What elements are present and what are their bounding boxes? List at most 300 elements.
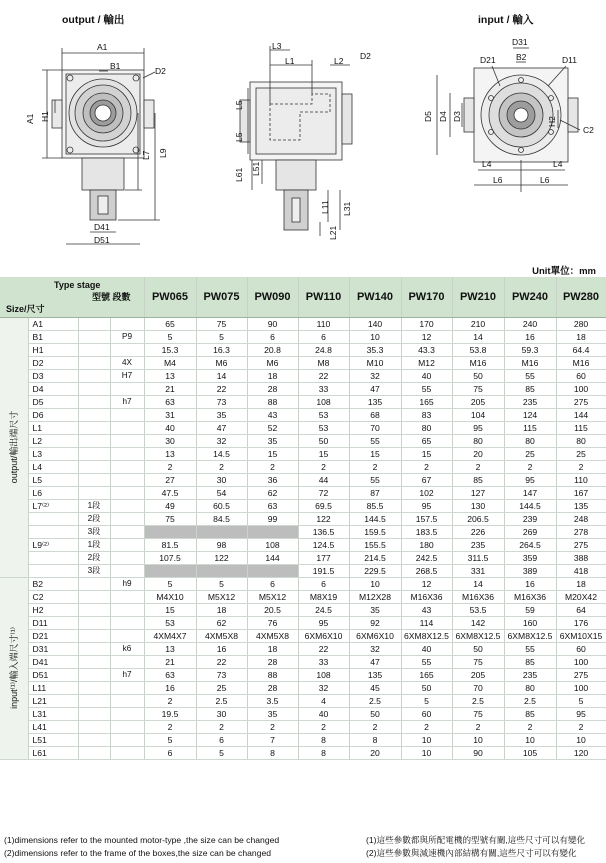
table-cell: 157.5 [401,512,452,525]
table-cell: 95 [556,707,606,720]
table-cell: 100 [556,681,606,694]
table-cell: 100 [556,655,606,668]
table-cell: 2 [196,460,247,473]
size-label: Size/尺寸 [6,304,45,314]
row-stage [78,668,110,681]
table-cell: 62 [196,616,247,629]
row-tolerance [110,434,144,447]
table-cell: 50 [452,642,504,655]
table-row [0,525,606,538]
row-stage: 2段 [78,551,110,564]
table-cell: 30 [196,707,247,720]
table-cell: 55 [504,369,556,382]
table-row [0,681,606,694]
table-cell: 2 [556,460,606,473]
table-row [0,733,606,746]
table-cell [144,525,196,538]
table-cell: 142 [452,616,504,629]
table-cell: M12X28 [349,590,401,603]
row-stage [78,733,110,746]
table-cell: 30 [144,434,196,447]
row-label: D4 [28,382,78,395]
table-cell: 47 [196,421,247,434]
row-stage [78,577,110,590]
table-cell: 165 [401,668,452,681]
table-row [0,447,606,460]
table-cell: M8X19 [298,590,349,603]
row-tolerance [110,447,144,460]
table-row [0,421,606,434]
table-cell: 16.3 [196,343,247,356]
table-cell: M5X12 [247,590,298,603]
table-cell: 27 [144,473,196,486]
table-cell: 43 [247,408,298,421]
table-cell: 10 [349,577,401,590]
row-tolerance [110,317,144,330]
row-stage [78,616,110,629]
dim-l7: L7 [141,150,151,160]
table-row [0,629,606,642]
table-cell: 170 [401,317,452,330]
table-cell: 5 [144,577,196,590]
dim-l51: L51 [251,161,261,176]
table-cell: 7 [247,733,298,746]
table-cell: 12 [401,577,452,590]
table-row [0,746,606,759]
table-cell: 8 [298,746,349,759]
dim-d3: D3 [452,111,462,122]
table-cell: 88 [247,395,298,408]
row-tolerance [110,590,144,603]
row-label: H1 [28,343,78,356]
table-cell: 69.5 [298,499,349,512]
table-cell: 2 [452,720,504,733]
table-cell: 13 [144,447,196,460]
table-cell: 4XM5X8 [247,629,298,642]
table-cell: 16 [504,330,556,343]
table-cell: 28 [247,681,298,694]
table-cell: 83 [401,408,452,421]
row-label: L11 [28,681,78,694]
table-cell: 95 [298,616,349,629]
row-label: L41 [28,720,78,733]
table-cell: 15 [247,447,298,460]
table-cell: 32 [298,681,349,694]
table-cell: 5 [144,330,196,343]
table-cell: 63 [144,395,196,408]
model-header: PW090 [247,277,298,317]
table-cell: 275 [556,668,606,681]
table-cell: M10 [349,356,401,369]
table-cell: 55 [401,655,452,668]
table-cell: 5 [196,577,247,590]
table-cell: 122 [298,512,349,525]
table-cell: 64.4 [556,343,606,356]
table-cell: 3.5 [247,694,298,707]
table-cell: 20 [452,447,504,460]
table-cell: 264.5 [504,538,556,551]
table-cell: 53.5 [452,603,504,616]
table-cell: 35 [247,434,298,447]
row-label: B1 [28,330,78,343]
table-cell: 53 [144,616,196,629]
dim-d5: D5 [423,111,433,122]
table-cell: 6 [144,746,196,759]
table-cell: 6 [298,330,349,343]
table-cell: 418 [556,564,606,577]
row-label: D21 [28,629,78,642]
model-header: PW170 [401,277,452,317]
row-stage [78,395,110,408]
row-tolerance [110,629,144,642]
table-cell: 2.5 [504,694,556,707]
table-cell: 5 [401,694,452,707]
row-tolerance: h7 [110,395,144,408]
table-cell: 331 [452,564,504,577]
table-cell [196,564,247,577]
row-label: L7⁽²⁾ [28,499,78,512]
table-cell: 2.5 [196,694,247,707]
row-stage [78,434,110,447]
table-cell: 21 [144,655,196,668]
table-cell: 8 [298,733,349,746]
table-cell: 18 [556,577,606,590]
table-cell: 20.5 [247,603,298,616]
table-cell: 31 [144,408,196,421]
table-cell: 33 [298,382,349,395]
table-row [0,720,606,733]
table-cell: 55 [401,382,452,395]
table-cell: 2 [144,720,196,733]
table-cell: 63 [247,499,298,512]
table-cell: 205 [452,395,504,408]
row-stage [78,720,110,733]
table-row [0,356,606,369]
row-label: L1 [28,421,78,434]
row-stage: 3段 [78,525,110,538]
table-cell: 35 [349,603,401,616]
row-tolerance [110,499,144,512]
table-cell: 6XM6X10 [298,629,349,642]
row-stage [78,629,110,642]
table-cell: 28 [247,382,298,395]
table-cell: 176 [556,616,606,629]
row-stage [78,642,110,655]
section-label-text: input⁽¹⁾/輸入端尺寸⁽¹⁾ [8,627,19,709]
row-tolerance: H7 [110,369,144,382]
table-cell: 6 [247,577,298,590]
table-cell: 25 [196,681,247,694]
dim-l5-lower: L5 [234,132,244,142]
table-cell: 81.5 [144,538,196,551]
table-row [0,668,606,681]
row-label: L6 [28,486,78,499]
table-cell: 205 [452,668,504,681]
row-tolerance [110,616,144,629]
table-cell: 2 [298,460,349,473]
section-label-text: output/輸出端尺寸 [8,410,19,484]
table-cell: 242.5 [401,551,452,564]
table-cell: 229.5 [349,564,401,577]
table-cell: 6XM8X12.5 [452,629,504,642]
table-cell: 15.3 [144,343,196,356]
table-cell: 6XM6X10 [349,629,401,642]
table-cell: 100 [556,382,606,395]
dim-l61: L61 [234,167,244,182]
table-cell: 68 [349,408,401,421]
table-cell: 99 [247,512,298,525]
table-cell: 18 [196,603,247,616]
table-cell: 76 [247,616,298,629]
table-cell: 90 [452,746,504,759]
row-stage [78,343,110,356]
table-row [0,512,606,525]
model-header: PW065 [144,277,196,317]
table-cell: 6XM10X15 [556,629,606,642]
note-2-en: (2)dimensions refer to the frame of the boxes,the size can be changed [4,847,272,858]
table-cell: 110 [556,473,606,486]
row-stage [78,421,110,434]
table-cell: 10 [401,733,452,746]
table-cell: 110 [298,317,349,330]
table-cell: 144 [247,551,298,564]
table-cell: 35 [196,408,247,421]
table-row [0,395,606,408]
dim-l11: L11 [320,200,330,214]
row-tolerance [110,720,144,733]
table-cell: 108 [247,538,298,551]
table-cell: 2 [144,694,196,707]
row-label: L2 [28,434,78,447]
table-cell: 5 [144,733,196,746]
dim-d2-side: D2 [360,51,371,61]
table-cell: 75 [196,317,247,330]
row-tolerance [110,551,144,564]
table-cell: 214.5 [349,551,401,564]
table-row [0,603,606,616]
table-cell: 12 [401,330,452,343]
table-cell: 130 [452,499,504,512]
table-cell: M6 [247,356,298,369]
table-cell: 6XM8X12.5 [504,629,556,642]
row-stage: 1段 [78,499,110,512]
row-label: B2 [28,577,78,590]
table-cell: 32 [349,369,401,382]
table-cell: 35 [247,707,298,720]
table-cell: 147 [504,486,556,499]
table-cell: 18 [247,369,298,382]
table-cell: 20.8 [247,343,298,356]
row-label [28,525,78,538]
table-cell: 105 [504,746,556,759]
table-cell: 53.8 [452,343,504,356]
table-cell [247,564,298,577]
table-row [0,434,606,447]
table-cell: 210 [452,317,504,330]
table-cell: 2 [452,460,504,473]
table-cell: 75 [452,707,504,720]
row-tolerance: k6 [110,642,144,655]
row-stage [78,447,110,460]
table-cell: 183.5 [401,525,452,538]
row-stage [78,486,110,499]
table-cell [196,525,247,538]
row-label: D51 [28,668,78,681]
table-cell: 2 [401,720,452,733]
table-cell: 226 [452,525,504,538]
table-cell: 45 [349,681,401,694]
table-row [0,408,606,421]
table-cell [247,525,298,538]
table-cell: 85 [504,707,556,720]
table-cell: 6 [196,733,247,746]
row-tolerance: h7 [110,668,144,681]
table-cell: 53 [298,408,349,421]
dim-l4-left: L4 [482,159,492,169]
dim-c2: C2 [583,125,594,135]
table-cell: 191.5 [298,564,349,577]
table-cell: 88 [247,668,298,681]
table-cell: 2 [247,460,298,473]
table-cell: 2 [196,720,247,733]
table-cell: 2 [298,720,349,733]
row-label [28,564,78,577]
input-section-label [0,577,28,759]
table-cell: 135 [556,499,606,512]
row-label: D41 [28,655,78,668]
table-cell: 80 [504,434,556,447]
table-cell: M16 [452,356,504,369]
table-cell: 22 [196,655,247,668]
table-row [0,369,606,382]
table-cell: 15 [144,603,196,616]
table-cell: 55 [504,642,556,655]
row-label: L4 [28,460,78,473]
type-stage-label: Type stage [54,280,101,290]
table-row [0,577,606,590]
table-cell: 14 [452,577,504,590]
table-cell: 235 [504,395,556,408]
table-cell: 160 [504,616,556,629]
table-cell: 80 [401,421,452,434]
table-cell: 73 [196,395,247,408]
table-cell: 140 [349,317,401,330]
table-cell: 22 [298,642,349,655]
table-cell: 115 [556,421,606,434]
spec-table [0,277,606,760]
table-cell: 10 [556,733,606,746]
table-cell: 8 [247,746,298,759]
dim-l4-right: L4 [553,159,563,169]
dim-l3: L3 [272,41,282,51]
table-cell: 15 [401,447,452,460]
dim-d21: D21 [480,55,496,65]
table-cell: 180 [401,538,452,551]
table-cell: 248 [556,512,606,525]
row-label: C2 [28,590,78,603]
row-label: L9⁽²⁾ [28,538,78,551]
table-cell: 122 [196,551,247,564]
table-cell: 85.5 [349,499,401,512]
table-row [0,486,606,499]
table-cell: M12 [401,356,452,369]
table-cell: 49 [144,499,196,512]
table-cell: 75 [452,655,504,668]
row-tolerance [110,343,144,356]
table-cell: 4XM5X8 [196,629,247,642]
output-bore-inner [95,105,111,121]
table-header-row [0,277,606,317]
table-cell: 15 [298,447,349,460]
table-cell: 2.5 [349,694,401,707]
row-tolerance [110,603,144,616]
table-cell: 124.5 [298,538,349,551]
table-cell: M6 [196,356,247,369]
dim-a1-top: A1 [97,42,108,52]
output-section-label [0,317,28,577]
table-row [0,551,606,564]
row-tolerance [110,707,144,720]
table-cell: 60 [401,707,452,720]
table-cell: 144.5 [504,499,556,512]
row-tolerance [110,655,144,668]
table-cell: 55 [349,434,401,447]
table-cell: 64 [556,603,606,616]
dim-d2-output: D2 [155,66,166,76]
table-row [0,642,606,655]
table-cell: 25 [556,447,606,460]
table-cell: 65 [401,434,452,447]
table-cell: 278 [556,525,606,538]
table-cell: 135 [349,395,401,408]
model-header: PW110 [298,277,349,317]
dim-l9: L9 [158,148,168,158]
row-stage [78,369,110,382]
table-cell: 32 [196,434,247,447]
table-row [0,694,606,707]
table-cell: 6 [247,330,298,343]
table-cell: 73 [196,668,247,681]
row-label [28,512,78,525]
dim-d41: D41 [94,222,110,232]
table-cell: 311.5 [452,551,504,564]
table-cell: 72 [298,486,349,499]
table-cell: 70 [349,421,401,434]
row-label [28,551,78,564]
row-label: D11 [28,616,78,629]
table-cell: 235 [504,668,556,681]
table-cell: 240 [504,317,556,330]
dim-h2: H2 [547,116,557,127]
table-cell: M5X12 [196,590,247,603]
table-row [0,655,606,668]
dim-l21: L21 [328,225,338,240]
table-cell: 63 [144,668,196,681]
table-cell: 5 [196,330,247,343]
row-stage [78,681,110,694]
table-cell: 104 [452,408,504,421]
table-row [0,707,606,720]
table-cell: M20X42 [556,590,606,603]
table-cell: 25 [504,447,556,460]
table-cell: 2 [349,460,401,473]
table-cell: 84.5 [196,512,247,525]
table-cell: 120 [556,746,606,759]
table-row [0,590,606,603]
row-stage [78,317,110,330]
table-cell: 18 [556,330,606,343]
output-view-title: output / 輸出 [62,14,125,26]
